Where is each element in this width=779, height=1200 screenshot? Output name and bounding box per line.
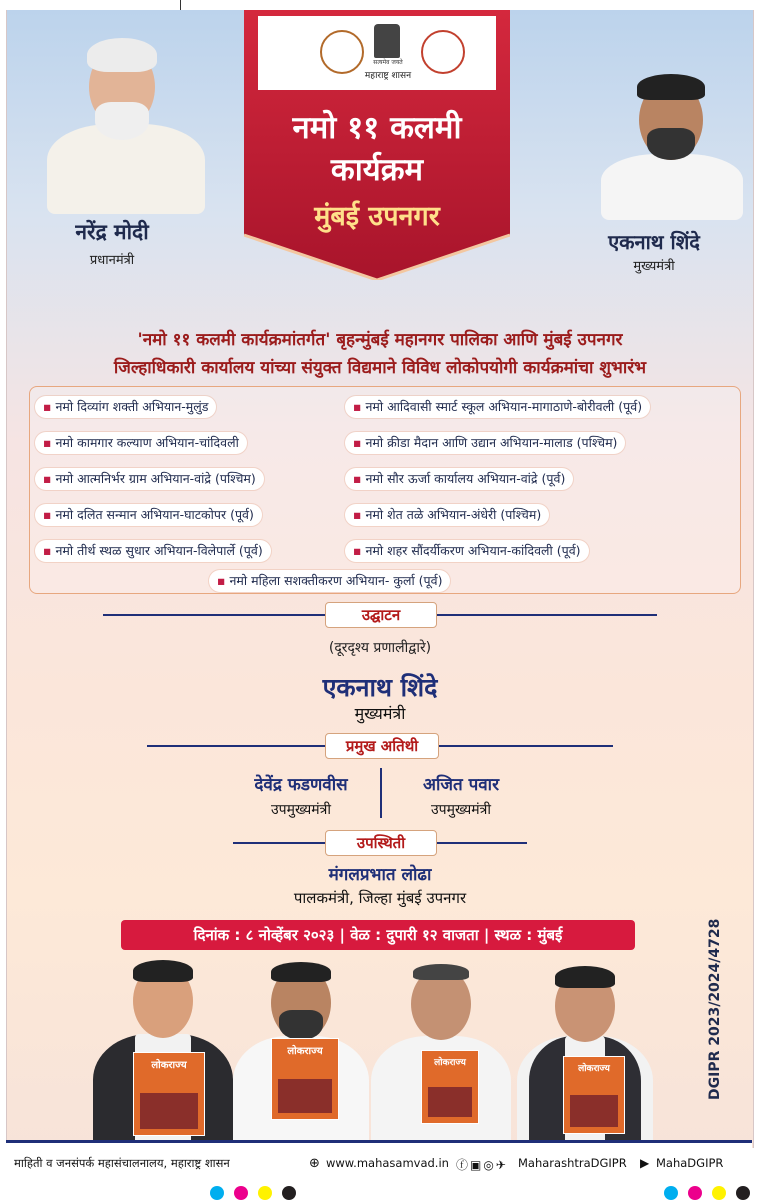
program-item: ▪ नमो आदिवासी स्मार्ट स्कूल अभियान-मागाठाणे-बोरीवली (पूर्व) xyxy=(345,396,650,418)
dgipr-code: DGIPR 2023/2024/4728 xyxy=(707,918,723,1100)
web-icon: ⊕ xyxy=(309,1156,320,1171)
inauguration-name: एकनाथ शिंदे xyxy=(322,673,438,702)
program-item: ▪ नमो दलित सन्मान अभियान-घाटकोपर (पूर्व) xyxy=(35,504,262,526)
color-dot xyxy=(664,1186,678,1200)
chief-guests-label: प्रमुख अतिथी xyxy=(325,733,439,759)
lokrajya-book: लोकराज्य xyxy=(271,1038,339,1120)
emblem-motto: सत्यमेव जयते xyxy=(373,59,403,66)
right-leader-name: एकनाथ शिंदे xyxy=(608,230,700,254)
right-leader-title: मुख्यमंत्री xyxy=(633,259,675,274)
modi-photo xyxy=(25,32,225,212)
program-item: ▪ नमो शेत तळे अभियान-अंधेरी (पश्चिम) xyxy=(345,504,549,526)
footer-bar xyxy=(6,1140,752,1189)
program-item: ▪ नमो दिव्यांग शक्ती अभियान-मुलुंड xyxy=(35,396,216,418)
color-dot xyxy=(234,1186,248,1200)
lokrajya-book: लोकराज्य xyxy=(563,1056,625,1134)
color-dot xyxy=(258,1186,272,1200)
color-dot xyxy=(712,1186,726,1200)
bullet-icon: ▪ xyxy=(353,399,362,414)
presence-label: उपस्थिती xyxy=(325,830,437,856)
bullet-icon: ▪ xyxy=(43,399,52,414)
youtube-icon: ▶ xyxy=(640,1156,650,1170)
bullet-icon: ▪ xyxy=(43,435,52,450)
program-item: ▪ नमो शहर सौंदर्यीकरण अभियान-कांदिवली (पूर्व) xyxy=(345,540,589,562)
left-leader-name: नरेंद्र मोदी xyxy=(75,220,149,244)
color-dot xyxy=(736,1186,750,1200)
bullet-icon: ▪ xyxy=(353,471,362,486)
banner-title-line2: कार्यक्रम xyxy=(330,152,424,188)
bullet-icon: ▪ xyxy=(43,543,52,558)
inauguration-role: मुख्यमंत्री xyxy=(354,704,406,723)
color-dot xyxy=(282,1186,296,1200)
bullet-icon: ▪ xyxy=(353,507,362,522)
bullet-icon: ▪ xyxy=(43,507,52,522)
inauguration-label: उद्घाटन xyxy=(325,602,437,628)
guest1-name: देवेंद्र फडणवीस xyxy=(254,775,348,795)
poster xyxy=(6,10,754,1148)
govt-label: महाराष्ट्र शासन xyxy=(364,71,412,81)
color-dot xyxy=(688,1186,702,1200)
footer-social-handle[interactable]: MaharashtraDGIPR xyxy=(518,1156,627,1170)
guest2-name: अजित पवार xyxy=(422,775,500,795)
program-item: ▪ नमो कामगार कल्याण अभियान-चांदिवली xyxy=(35,432,247,454)
presence-role: पालकमंत्री, जिल्हा मुंबई उपनगर xyxy=(293,889,467,907)
event-details-band: दिनांक : ८ नोव्हेंबर २०२३ | वेळ : दुपारी १२ वाजता | स्थळ : मुंबई xyxy=(121,920,635,950)
bullet-icon: ▪ xyxy=(217,573,226,588)
intro-line1: 'नमो ११ कलमी कार्यक्रमांतर्गत' बृहन्मुंबई महानगर पालिका आणि मुंबई उपनगर xyxy=(137,330,623,350)
presence-name: मंगलप्रभात लोढा xyxy=(328,865,432,885)
bullet-icon: ▪ xyxy=(353,435,362,450)
color-dot xyxy=(210,1186,224,1200)
program-item: ▪ नमो क्रीडा मैदान आणि उद्यान अभियान-मालाड (पश्चिम) xyxy=(345,432,625,454)
guest1-role: उपमुख्यमंत्री xyxy=(270,802,332,818)
program-item: ▪ नमो तीर्थ स्थळ सुधार अभियान-विलेपार्ले (पूर्व) xyxy=(35,540,271,562)
program-item: ▪ नमो आत्मनिर्भर ग्राम अभियान-वांद्रे (पश्चिम) xyxy=(35,468,264,490)
footer-website[interactable]: www.mahasamvad.in xyxy=(326,1156,449,1170)
guest2-role: उपमुख्यमंत्री xyxy=(430,802,492,818)
left-leader-title: प्रधानमंत्री xyxy=(89,253,135,268)
crop-mark xyxy=(180,0,181,10)
inauguration-mode: (दूरदृश्य प्रणालीद्वारे) xyxy=(328,640,432,656)
footer-department: माहिती व जनसंपर्क महासंचालनालय, महाराष्ट्र शासन xyxy=(14,1156,230,1170)
bullet-icon: ▪ xyxy=(353,543,362,558)
program-item: ▪ नमो सौर ऊर्जा कार्यालय अभियान-वांद्रे (पूर्व) xyxy=(345,468,573,490)
program-item-center: ▪ नमो महिला सशक्तीकरण अभियान- कुर्ला (पूर्व) xyxy=(209,570,450,592)
lokrajya-book: लोकराज्य xyxy=(133,1052,205,1136)
intro-line2: जिल्हाधिकारी कार्यालय यांच्या संयुक्त विद्यमाने विविध लोकोपयोगी कार्यक्रमांचा शुभारंभ xyxy=(113,358,647,378)
banner-title-line1: नमो ११ कलमी xyxy=(292,110,462,146)
social-icons: ⓕ▣◎✈ xyxy=(456,1158,508,1172)
bmc-seal-icon xyxy=(421,30,465,74)
banner-title-line3: मुंबई उपनगर xyxy=(314,201,440,232)
bullet-icon: ▪ xyxy=(43,471,52,486)
shinde-photo xyxy=(597,70,747,220)
guest-separator xyxy=(380,768,382,818)
footer-youtube-handle[interactable]: MahaDGIPR xyxy=(656,1156,724,1170)
lokrajya-book: लोकराज्य xyxy=(421,1050,479,1124)
ashoka-emblem-icon xyxy=(374,24,400,58)
